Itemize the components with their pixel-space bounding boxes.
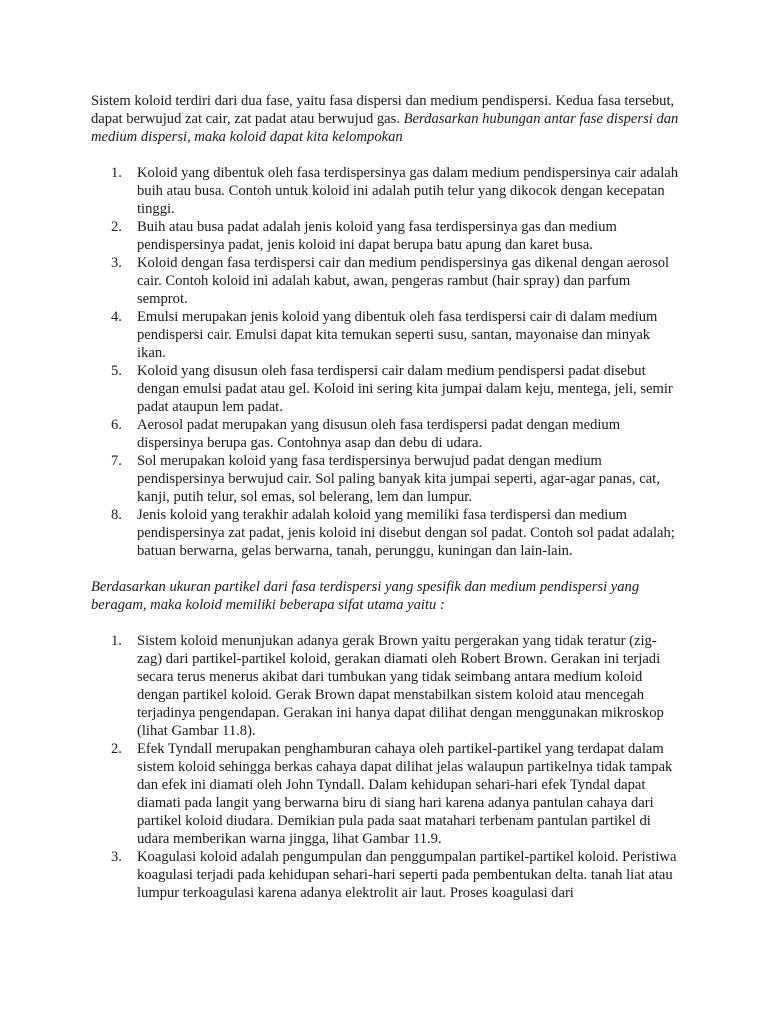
intro-paragraph: [91, 92, 679, 146]
list-item: [91, 164, 679, 218]
list-number: 1.: [111, 165, 122, 181]
list-item: [91, 506, 679, 560]
list-item-text: Buih atau busa padat adalah jenis koloid yang fasa terdispersinya gas dan medium pendispersinya padat, jenis koloid ini dapat berupa batu apung dan karet busa.: [137, 219, 617, 253]
list-item: [91, 452, 679, 506]
list-item-text: Efek Tyndall merupakan penghamburan cahaya oleh partikel-partikel yang terdapat dalam sistem koloid sehingga berkas cahaya dapat dilihat jelas walaupun partikelnya tidak tampak dan efek ini diamati oleh John Tyndall. Dalam kehidupan sehari-hari efek Tyndal dapat diamati pada langit yang berwarna biru di siang hari karena adanya pantulan cahaya dari partikel koloid diudara. Demikian pula pada saat matahari terbenam pantulan partikel di udara memberikan warna jingga, lihat Gambar 11.9.: [137, 741, 673, 847]
list-item-text: Koloid yang dibentuk oleh fasa terdispersinya gas dalam medium pendispersinya cair adalah buih atau busa. Contoh untuk koloid ini adalah putih telur yang dikocok dengan kecepatan tinggi.: [137, 165, 679, 217]
list-item-text: Koloid dengan fasa terdispersi cair dan medium pendispersinya gas dikenal dengan aerosol cair. Contoh koloid ini adalah kabut, awan, pengeras rambut (hair spray) dan parfum semprot.: [137, 255, 670, 307]
list-number: 8.: [111, 507, 122, 523]
intro-normal-text: Sistem koloid terdiri dari dua fase, yaitu fasa dispersi dan medium pendispersi. Kedua fasa tersebut, dapat berwujud zat cair, zat padat atau berwujud gas.: [91, 93, 675, 127]
list-number: 2.: [111, 219, 122, 235]
list-item: [91, 632, 679, 740]
list-item: [91, 254, 679, 308]
properties-heading: Berdasarkan ukuran partikel dari fasa terdispersi yang spesifik dan medium pendispersi yang beragam, maka koloid memiliki beberapa sifat utama yaitu :: [91, 579, 640, 613]
list-item: [91, 218, 679, 254]
list-number: 5.: [111, 363, 122, 379]
list-number: 7.: [111, 453, 122, 469]
list-item-text: Emulsi merupakan jenis koloid yang dibentuk oleh fasa terdispersi cair di dalam medium pendispersi cair. Emulsi dapat kita temukan seperti susu, santan, mayonaise dan minyak ikan.: [137, 309, 658, 361]
list-item: [91, 740, 679, 848]
list-item-text: Koagulasi koloid adalah pengumpulan dan penggumpalan partikel-partikel koloid. Peristiwa koagulasi terjadi pada kehidupan sehari-hari seperti pada pembentukan delta. tanah liat atau lumpur terkoagulasi karena adanya elektrolit air laut. Proses koagulasi dari: [137, 849, 677, 901]
list-number: 3.: [111, 255, 122, 271]
list-number: 4.: [111, 309, 122, 325]
list-item: [91, 362, 679, 416]
list-item: [91, 848, 679, 902]
list-number: 3.: [111, 849, 122, 865]
list-number: 1.: [111, 633, 122, 649]
list-item-text: Jenis koloid yang terakhir adalah koloid yang memiliki fasa terdispersi dan medium pendispersinya zat padat, jenis koloid ini disebut dengan sol padat. Contoh sol padat adalah; batuan berwarna, gelas berwarna, tanah, perunggu, kuningan dan lain-lain.: [137, 507, 675, 559]
intro-italic-text: Berdasarkan hubungan antar fase dispersi dan medium dispersi, maka koloid dapat kita kelompokan: [91, 111, 679, 145]
list-number: 6.: [111, 417, 122, 433]
list-item: [91, 416, 679, 452]
document-page: [91, 92, 679, 902]
colloid-types-list: [91, 164, 679, 560]
colloid-properties-list: [91, 632, 679, 902]
list-item-text: Sistem koloid menunjukan adanya gerak Brown yaitu pergerakan yang tidak teratur (zig-zag) dari partikel-partikel koloid, gerakan diamati oleh Robert Brown. Gerakan ini terjadi secara terus menerus akibat dari tumbukan yang tidak seimbang antara medium koloid dengan partikel koloid. Gerak Brown dapat menstabilkan sistem koloid atau mencegah terjadinya pengendapan. Gerakan ini hanya dapat dilihat dengan menggunakan mikroskop (lihat Gambar 11.8).: [137, 633, 664, 739]
list-number: 2.: [111, 741, 122, 757]
list-item: [91, 308, 679, 362]
list-item-text: Sol merupakan koloid yang fasa terdispersinya berwujud padat dengan medium pendispersinya berwujud cair. Sol paling banyak kita jumpai seperti, agar-agar panas, cat, kanji, putih telur, sol emas, sol belerang, lem dan lumpur.: [137, 453, 660, 505]
list-item-text: Koloid yang disusun oleh fasa terdispersi cair dalam medium pendispersi padat disebut dengan emulsi padat atau gel. Koloid ini sering kita jumpai dalam keju, mentega, jeli, semir padat ataupun lem padat.: [137, 363, 673, 415]
list-item-text: Aerosol padat merupakan yang disusun oleh fasa terdispersi padat dengan medium dispersinya berupa gas. Contohnya asap dan debu di udara.: [137, 417, 621, 451]
